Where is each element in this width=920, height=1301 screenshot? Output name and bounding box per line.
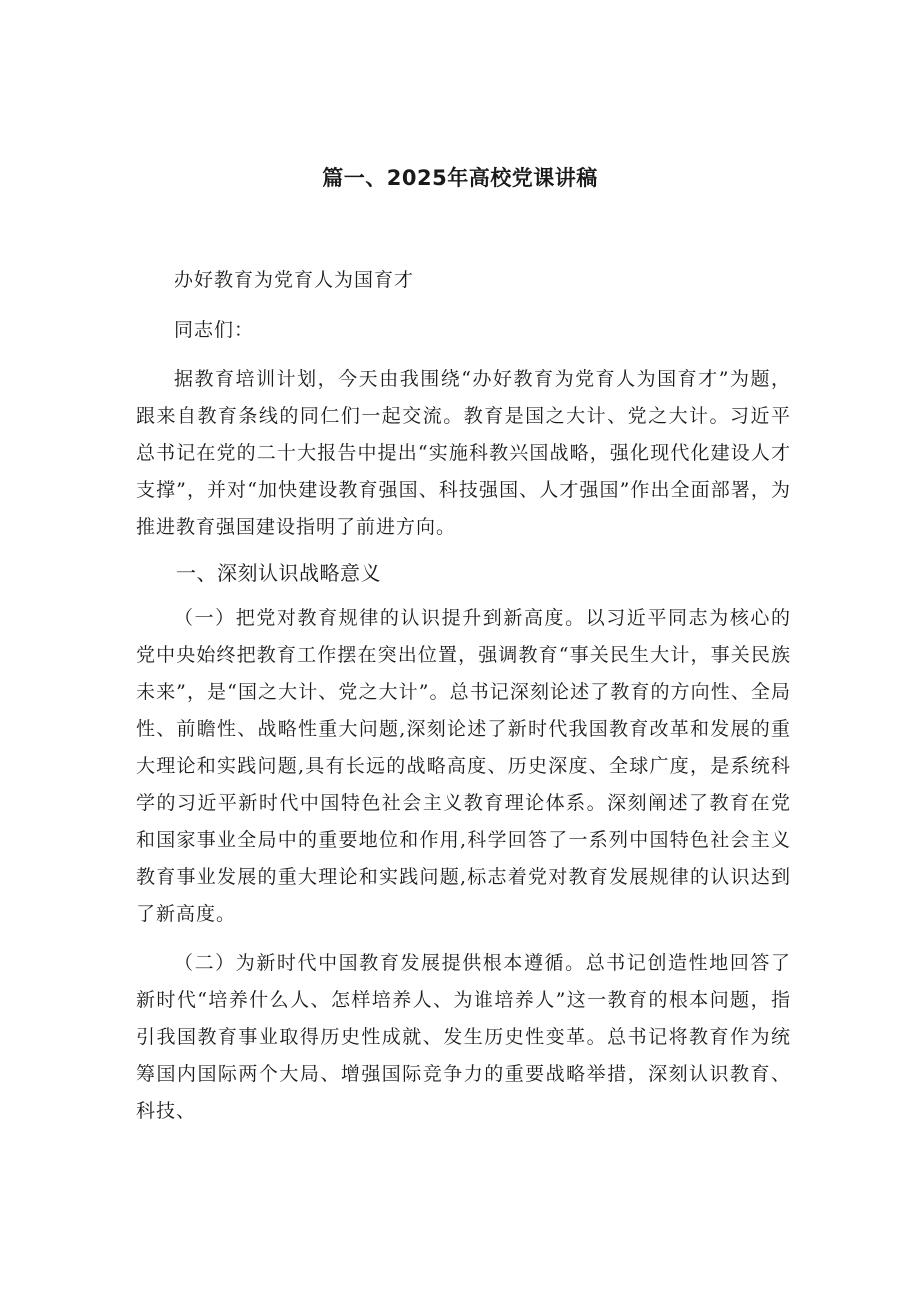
document-title: 篇一、2025年高校党课讲稿 — [322, 166, 598, 190]
section-heading-1: 一、深刻认识战略意义 — [176, 561, 381, 585]
section-1-paragraph-1: （一）把党对教育规律的认识提升到新高度。以习近平同志为核心的党中央始终把教育工作摆在突出位置，强调教育“事关民生大计，事关民族未来”，是“国之大计、党之大计”。总书记深刻论述了教育的方向性、全局性、前瞻性、战略性重大问题,深刻论述了新时代我国教育改革和发展的重大理论和实践问题,具有长远的战略高度、历史深度、全球广度，是系统科学的习近平新时代中国特色社会主义教育理论体系。深刻阐述了教育在党和国家事业全局中的重要地位和作用,科学回答了一系列中国特色社会主义教育事业发展的重大理论和实践问题,标志着党对教育发展规律的认识达到了新高度。 — [136, 607, 791, 925]
document-body — [136, 262, 791, 1130]
salutation: 同志们： — [174, 319, 255, 341]
section-1-paragraph-2: （二）为新时代中国教育发展提供根本遵循。总书记创造性地回答了新时代“培养什么人、怎样培养人、为谁培养人”这一教育的根本问题，指引我国教育事业取得历史性成就、发生历史性变革。总书记将教育作为统筹国内国际两个大局、增强国际竞争力的重要战略举措，深刻认识教育、科技、 — [136, 952, 791, 1122]
intro-paragraph: 据教育培训计划，今天由我围绕“办好教育为党育人为国育才”为题，跟来自教育条线的同仁们一起交流。教育是国之大计、党之大计。习近平总书记在党的二十大报告中提出“实施科教兴国战略，强化现代化建设人才支撑”，并对“加快建设教育强国、科技强国、人才强国”作出全面部署，为推进教育强国建设指明了前进方向。 — [136, 368, 791, 538]
document-subtitle: 办好教育为党育人为国育才 — [174, 269, 415, 291]
